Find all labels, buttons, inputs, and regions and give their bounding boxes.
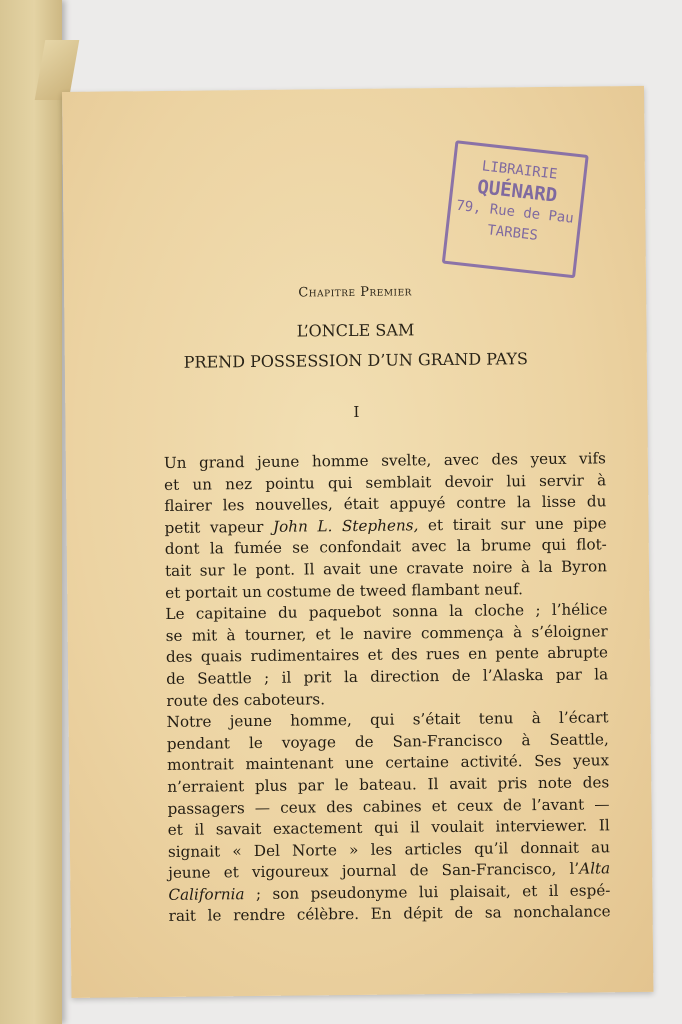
text-line: des quais rudimentaires et des rues en pente abrupte	[165, 643, 608, 667]
text-line: flairer les nouvelles, était appuyé contre la lisse du	[164, 492, 607, 516]
text-run: et tirait sur une pipe	[418, 514, 607, 535]
text-line: tait sur le pont. Il avait une cravate noire à la Byron	[164, 557, 608, 580]
text-line: route des caboteurs.	[166, 689, 326, 710]
stamp-line-1: LIBRAIRIE	[481, 158, 559, 183]
stamp-line-2: QUÉNARD	[476, 175, 559, 207]
chapter-heading: Chapitre Premier	[298, 284, 412, 301]
text-line: Le capitaine du paquebot sonna la cloche ; l’hélice	[165, 600, 608, 624]
text-line: dont la fumée se confondait avec la brume qui flot-	[164, 535, 607, 559]
text-run: jeune et vigoureux journal de San-Francisco, l’	[168, 859, 580, 883]
text-line: montrait maintenant une certaine activité. Ses yeux	[166, 751, 610, 775]
text-line: signait « Del Norte » les articles qu’il donnait au	[167, 837, 611, 861]
stamp-line-4: TARBES	[486, 222, 539, 244]
text-line: rait le rendre célèbre. En dépit de sa nonchalance	[168, 902, 611, 926]
text-run: ; son pseudonyme lui plaisait, et il espé-	[244, 881, 611, 904]
italic-title: John L. Stephens,	[272, 516, 419, 536]
text-line: de Seattle ; il prit la direction de l’Alaska par la	[166, 665, 609, 688]
italic-title: Alta	[579, 859, 611, 878]
text-run: petit vapeur	[164, 517, 274, 537]
text-line: et un nez pointu qui semblait devoir lui servir à	[164, 470, 607, 494]
text-line: n’erraient plus par le bateau. Il avait pris note des	[167, 773, 610, 796]
stamp-line-3: 79, Rue de Pau	[455, 197, 575, 227]
bookseller-stamp	[442, 140, 589, 278]
text-line: Un grand jeune homme svelte, avec des yeux vifs	[163, 449, 606, 472]
chapter-title-line-2: PREND POSSESSION D’UN GRAND PAYS	[183, 349, 529, 372]
chapter-title-line-1: L’ONCLE SAM	[296, 320, 415, 341]
book-page	[62, 86, 653, 998]
text-line: pendant le voyage de San-Francisco à Seattle,	[166, 730, 609, 753]
facing-page-edge	[0, 0, 62, 1024]
text-line: Notre jeune homme, qui s’était tenu à l’écart	[166, 708, 609, 732]
text-line: passagers — ceux des cabines et ceux de l’avant —	[167, 794, 610, 818]
text-line: et il savait exactement qui il voulait interviewer. Il	[167, 816, 610, 840]
italic-title: California	[168, 885, 245, 904]
text-line: se mit à tourner, et le navire commença à s’éloigner	[165, 622, 608, 645]
section-number: I	[353, 402, 360, 421]
body-text	[164, 448, 611, 928]
text-line: et portait un costume de tweed flambant neuf.	[165, 579, 523, 602]
